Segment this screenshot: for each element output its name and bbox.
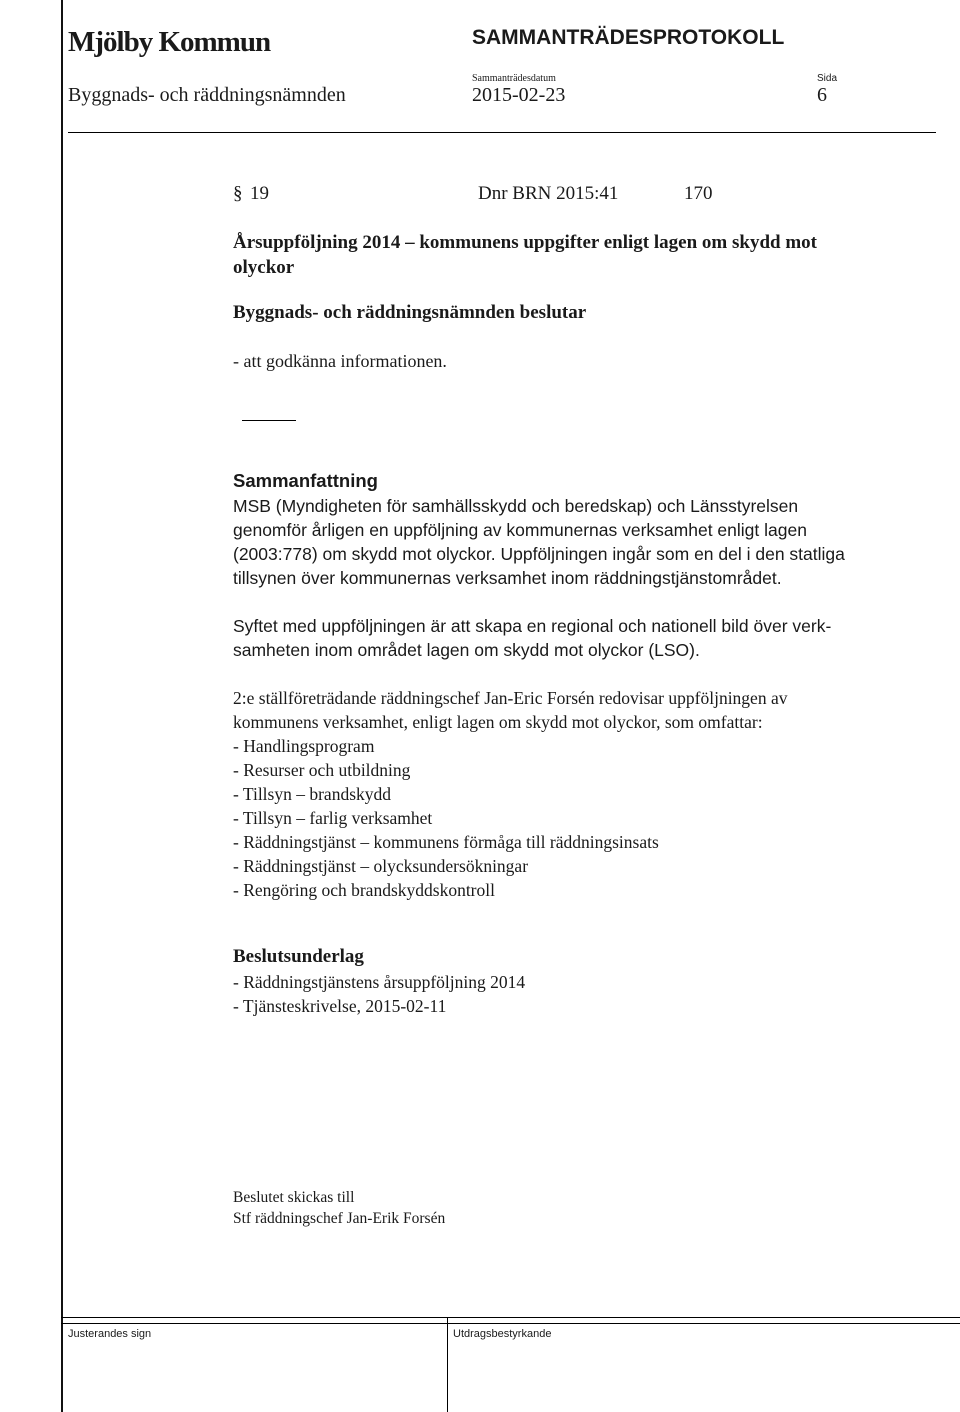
committee-name: Byggnads- och räddningsnämnden [68,84,346,106]
list-item: - Räddningstjänst – kommunens förmåga till räddningsinsats [233,832,659,852]
paragraph-line: samheten inom området lagen om skydd mot olyckor (LSO). [233,640,700,660]
list-item: - Handlingsprogram [233,736,375,756]
document-type: SAMMANTRÄDESPROTOKOLL [472,26,785,49]
meeting-date-label: Sammanträdesdatum [472,73,556,84]
item-title-line: olyckor [233,257,295,278]
list-item: - Räddningstjänst – olycksundersökningar [233,856,529,876]
paragraph-line: (2003:778) om skydd mot olyckor. Uppföljningen ingår som en del i den statliga [233,544,845,564]
item-number: 19 [250,183,269,204]
summary-paragraph-2 [233,614,913,662]
summary-paragraph-3 [233,686,913,902]
list-item: - Tillsyn – farlig verksamhet [233,808,433,828]
decision-text: - att godkänna informationen. [233,351,447,371]
list-item: - Resurser och utbildning [233,760,411,780]
page-number: 6 [817,84,827,106]
footer-separator [447,1317,448,1412]
paragraph-line: 2:e ställföreträdande räddningschef Jan-Eric Forsén redovisar uppföljningen av [233,688,788,708]
list-item: - Tillsyn – brandskydd [233,784,392,804]
header-divider [68,132,936,133]
meeting-date: 2015-02-23 [472,84,566,106]
basis-list [233,970,525,1018]
section-sign: § [233,183,243,204]
left-margin-rule [61,0,63,1412]
paragraph-line: kommunens verksamhet, enligt lagen om skydd mot olyckor, som omfattar: [233,712,763,732]
paragraph-line: Syftet med uppföljningen är att skapa en regional och nationell bild över verk- [233,616,832,636]
distribution-block [233,1187,445,1229]
item-title [233,230,913,280]
summary-paragraph-1 [233,494,913,590]
paragraph-line: genomför årligen en uppföljning av kommunernas verksamhet enligt lagen [233,520,807,540]
footer-rule-bottom [61,1323,960,1324]
item-title-line: Årsuppföljning 2014 – kommunens uppgifter enligt lagen om skydd mot [233,232,817,253]
page-label: Sida [817,73,838,84]
summary-heading: Sammanfattning [233,470,378,491]
distribution-recipient: Stf räddningschef Jan-Erik Forsén [233,1210,446,1227]
signature-field-label: Justerandes sign [68,1328,152,1340]
footer-rule-top [61,1317,960,1318]
basis-heading: Beslutsunderlag [233,946,364,967]
item-code: 170 [684,183,713,204]
paragraph-line: MSB (Myndigheten för samhällsskydd och beredskap) och Länsstyrelsen [233,496,799,516]
decision-separator [242,420,296,421]
distribution-label: Beslutet skickas till [233,1189,355,1206]
list-item: - Rengöring och brandskyddskontroll [233,880,495,900]
list-item: - Tjänsteskrivelse, 2015-02-11 [233,996,447,1016]
item-dnr: Dnr BRN 2015:41 [478,183,619,204]
list-item: - Räddningstjänstens årsuppföljning 2014 [233,972,526,992]
certification-field-label: Utdragsbestyrkande [453,1328,552,1340]
municipality-name: Mjölby Kommun [68,26,271,58]
paragraph-line: tillsynen över kommunernas verksamhet inom räddningstjänstområdet. [233,568,782,588]
decides-heading: Byggnads- och räddningsnämnden beslutar [233,302,587,323]
